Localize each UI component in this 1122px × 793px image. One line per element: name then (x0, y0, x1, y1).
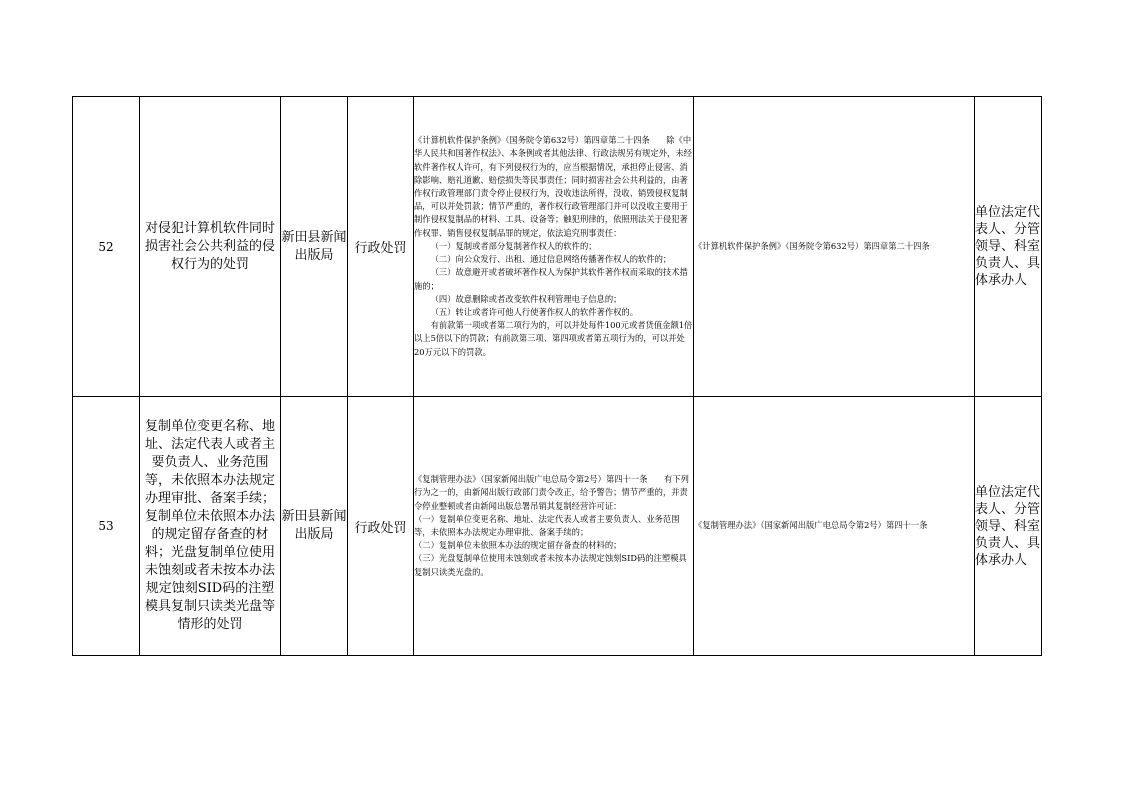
legal-basis-head: 《计算机软件保护条例》（国务院令第632号）第四章第二十四条 除《中华人民共和国著作权法》、本条例或者其他法律、行政法规另有规定外，未经软件著作权人许可，有下列侵权行为的，应当根据情况，承担停止侵害、消除影响、赔礼道歉、赔偿损失等民事责任；同时损害社会公共利益的，由著作权行政管理部门责令停止侵权行为，没收违法所得，没收、销毁侵权复制品，可以并处罚款；情节严重的，著作权行政管理部门并可以没收主要用于制作侵权复制品的材料、工具、设备等；触犯刑律的，依照刑法关于侵犯著作权罪、销售侵权复制品罪的规定，依法追究刑事责任： (414, 135, 692, 238)
legal-basis-item: （四）故意删除或者改变软件权利管理电子信息的； (430, 293, 622, 304)
row-number: 52 (73, 97, 140, 397)
penalty-table (72, 96, 1042, 656)
legal-basis-item: （五）转让或者许可他人行使著作权人的软件著作权的。 (430, 306, 639, 317)
item-name: 复制单位变更名称、地址、法定代表人或者主要负责人、业务范围等，未依照本办法规定办理审批、备案手续；复制单位未依照本办法的规定留存备查的材料；光盘复制单位使用未蚀刻或者未按本办法规定蚀刻SID码的注塑模具复制只读类光盘等情形的处罚 (140, 397, 281, 656)
department: 新田县新闻出版局 (281, 97, 348, 397)
table-row (73, 97, 1042, 397)
legal-basis (414, 97, 694, 397)
legal-basis (414, 397, 694, 656)
penalty-type: 行政处罚 (348, 397, 414, 656)
responsible-persons: 单位法定代表人、分管领导、科室负责人、具体承办人 (975, 397, 1042, 656)
row-number: 53 (73, 397, 140, 656)
legal-basis-item: （二）向公众发行、出租、通过信息网络传播著作权人的软件的； (430, 254, 672, 265)
legal-basis-item: （三）故意避开或者破坏著作权人为保护其软件著作权而采取的技术措施的； (414, 267, 688, 291)
responsible-persons: 单位法定代表人、分管领导、科室负责人、具体承办人 (975, 97, 1042, 397)
legal-basis-item: （三）光盘复制单位使用未蚀刻或者未按本办法规定蚀刻SID码的注塑模具复制只读类光盘的。 (414, 553, 687, 577)
legal-basis-item: 有前款第一项或者第二项行为的，可以并处每件100元或者货值金额1倍以上5倍以下的罚款；有前款第三项、第四项或者第五项行为的，可以并处20万元以下的罚款。 (414, 320, 693, 357)
department: 新田县新闻出版局 (281, 397, 348, 656)
legal-basis-item: （二）复制单位未依照本办法的规定留存备查的材料的； (414, 540, 622, 551)
item-name: 对侵犯计算机软件同时损害社会公共利益的侵权行为的处罚 (140, 97, 281, 397)
legal-basis-item: （一）复制单位变更名称、地址、法定代表人或者主要负责人、业务范围等，未依照本办法规定办理审批、备案手续的； (414, 513, 680, 537)
table-row (73, 397, 1042, 656)
penalty-type: 行政处罚 (348, 97, 414, 397)
legal-clause: 《复制管理办法》（国家新闻出版广电总局令第2号）第四十一条 (694, 397, 975, 656)
legal-clause: 《计算机软件保护条例》（国务院令第632号）第四章第二十四条 (694, 97, 975, 397)
legal-basis-head: 《复制管理办法》（国家新闻出版广电总局令第2号）第四十一条 有下列行为之一的，由新闻出版行政部门责令改正，给予警告；情节严重的，并责令停业整顿或者由新闻出版总署吊销其复制经营许可证： (414, 474, 689, 511)
legal-basis-item: （一）复制或者部分复制著作权人的软件的； (430, 240, 597, 251)
